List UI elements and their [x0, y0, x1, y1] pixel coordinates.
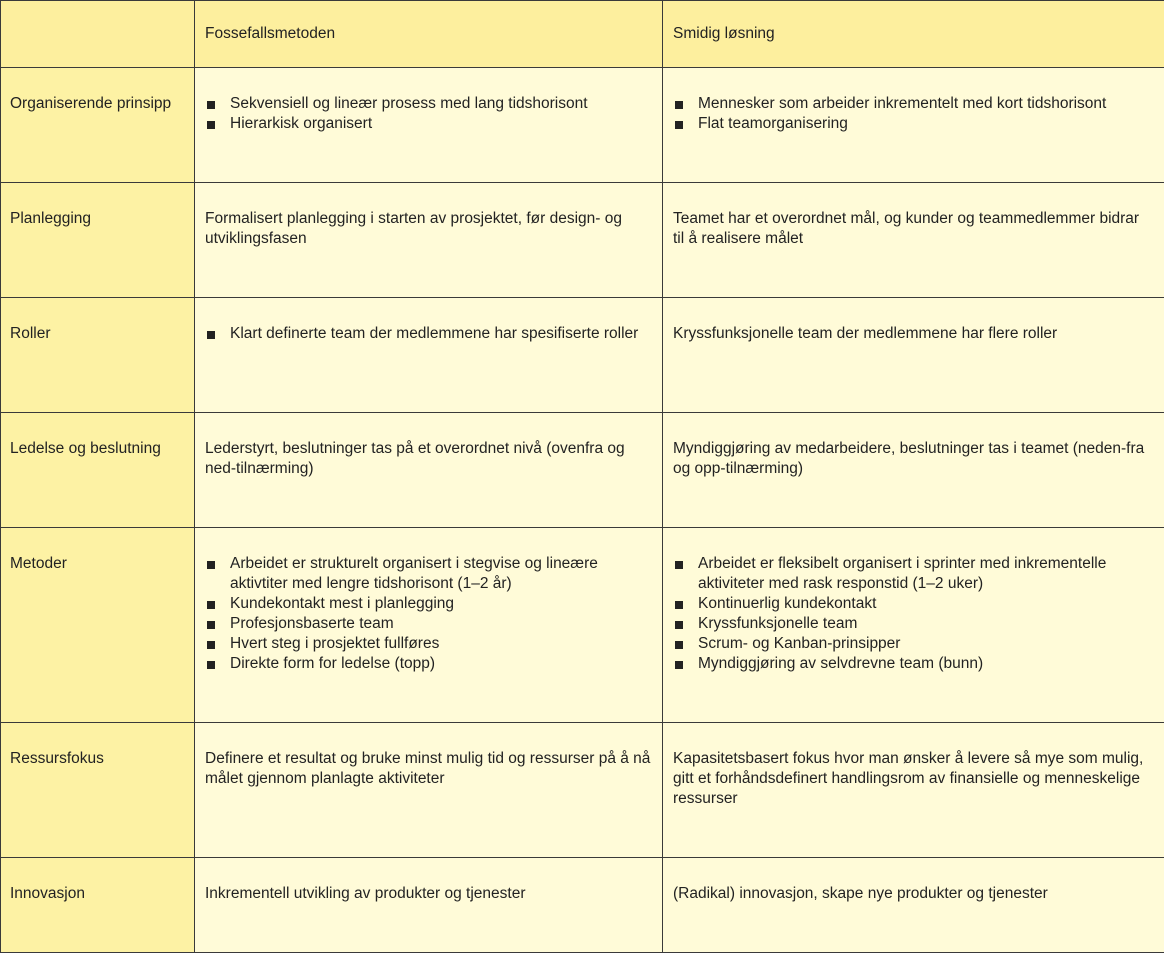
bullet-list	[205, 554, 652, 674]
column-header-waterfall: Fossefallsmetoden	[195, 1, 663, 68]
column-header-agile: Smidig løsning	[663, 1, 1164, 68]
list-item: Kontinuerlig kundekontakt	[673, 594, 1154, 614]
list-item: Kryssfunksjonelle team	[673, 614, 1154, 634]
cell-agile-leadership: Myndiggjøring av medarbeidere, beslutninger tas i teamet (neden-fra og opp-tilnærming)	[663, 413, 1164, 528]
cell-waterfall-roles	[195, 298, 663, 413]
row-label-innovation: Innovasjon	[1, 858, 195, 953]
list-item: Direkte form for ledelse (topp)	[205, 654, 652, 674]
cell-agile-planning: Teamet har et overordnet mål, og kunder og teammedlemmer bidrar til å realisere målet	[663, 183, 1164, 298]
bullet-list	[205, 94, 652, 134]
cell-waterfall-innovation: Inkrementell utvikling av produkter og tjenester	[195, 858, 663, 953]
list-item: Mennesker som arbeider inkrementelt med kort tidshorisont	[673, 94, 1154, 114]
list-item: Klart definerte team der medlemmene har spesifiserte roller	[205, 324, 652, 344]
row-label-methods: Metoder	[1, 528, 195, 723]
row-label-planning: Planlegging	[1, 183, 195, 298]
row-label-leadership: Ledelse og beslutning	[1, 413, 195, 528]
row-label-organizing-principle: Organiserende prinsipp	[1, 68, 195, 183]
cell-waterfall-leadership: Lederstyrt, beslutninger tas på et overordnet nivå (ovenfra og ned-tilnærming)	[195, 413, 663, 528]
bullet-list	[205, 324, 652, 344]
table-row	[1, 723, 1164, 858]
list-item: Myndiggjøring av selvdrevne team (bunn)	[673, 654, 1154, 674]
table-row	[1, 183, 1164, 298]
list-item: Kundekontakt mest i planlegging	[205, 594, 652, 614]
table-row	[1, 858, 1164, 953]
bullet-list	[673, 554, 1154, 674]
row-label-roles: Roller	[1, 298, 195, 413]
cell-agile-organizing	[663, 68, 1164, 183]
table-header-row	[1, 1, 1164, 68]
table-row	[1, 413, 1164, 528]
cell-agile-resource: Kapasitetsbasert fokus hvor man ønsker å levere så mye som mulig, gitt et forhåndsdefinert handlingsrom av finansielle og menneskelige ressurser	[663, 723, 1164, 858]
cell-waterfall-resource: Definere et resultat og bruke minst mulig tid og ressurser på å nå målet gjennom planlagte aktiviteter	[195, 723, 663, 858]
table-row	[1, 528, 1164, 723]
cell-waterfall-planning: Formalisert planlegging i starten av prosjektet, før design- og utviklingsfasen	[195, 183, 663, 298]
table-row	[1, 68, 1164, 183]
cell-agile-methods	[663, 528, 1164, 723]
row-label-resource-focus: Ressursfokus	[1, 723, 195, 858]
cell-agile-roles: Kryssfunksjonelle team der medlemmene har flere roller	[663, 298, 1164, 413]
cell-agile-innovation: (Radikal) innovasjon, skape nye produkter og tjenester	[663, 858, 1164, 953]
table-row	[1, 298, 1164, 413]
cell-waterfall-methods	[195, 528, 663, 723]
list-item: Flat teamorganisering	[673, 114, 1154, 134]
list-item: Scrum- og Kanban-prinsipper	[673, 634, 1154, 654]
list-item: Sekvensiell og lineær prosess med lang tidshorisont	[205, 94, 652, 114]
list-item: Arbeidet er fleksibelt organisert i sprinter med inkrementelle aktiviteter med rask responstid (1–2 uker)	[673, 554, 1154, 594]
list-item: Profesjonsbaserte team	[205, 614, 652, 634]
list-item: Arbeidet er strukturelt organisert i stegvise og lineære aktivtiter med lengre tidshorisont (1–2 år)	[205, 554, 652, 594]
cell-waterfall-organizing	[195, 68, 663, 183]
list-item: Hierarkisk organisert	[205, 114, 652, 134]
list-item: Hvert steg i prosjektet fullføres	[205, 634, 652, 654]
bullet-list	[673, 94, 1154, 134]
header-corner-cell	[1, 1, 195, 68]
